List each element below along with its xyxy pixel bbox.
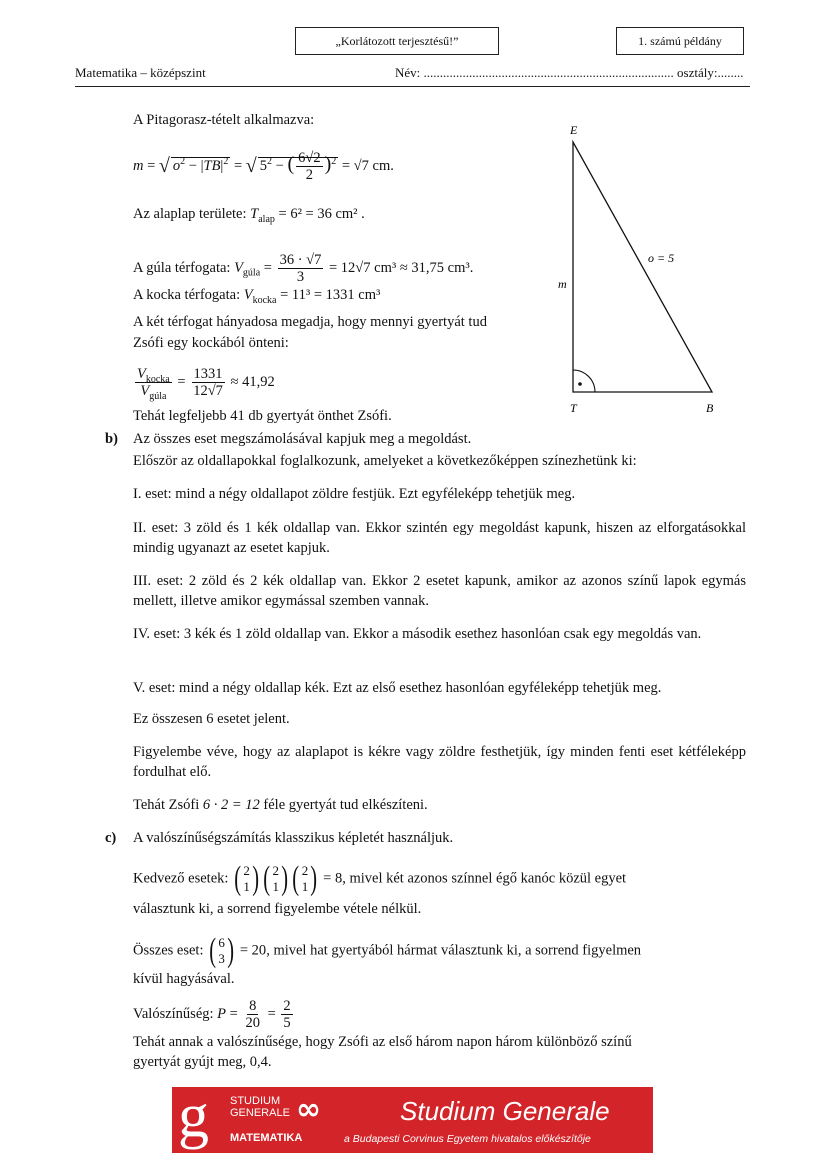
result-prefix: Tehát Zsófi [133,797,200,813]
case-4: IV. eset: 3 kék és 1 zöld oldallap van. Ekkor a második esethez hasonlóan csak egy megoldás van. [133,626,702,642]
case-2: II. eset: 3 zöld és 1 kék oldallap van. Ekkor szintén egy megoldást kapunk, hiszen az elforgatásokkal mindig ugyanazt az esetet kapjuk. [133,520,746,556]
header-rule [75,86,750,87]
case-5: V. eset: mind a négy oldallap kék. Ezt az első esethez hasonlóan egyféleképp tehetjük meg. [133,680,662,696]
pyramid-volume: A gúla térfogata: $V_{gúla}$ = $\frac{36 \cdot √7}{3}$ = 12√7 cm³ ≈ 31,75 cm³. [133,252,474,285]
ratio-text-2: Zsófi egy kockából önteni: [133,335,289,351]
section-b-intro-1: Az összes eset megszámolásával kapjuk meg a megoldást. [133,431,472,447]
pythagoras-intro: A Pitagorasz-tételt alkalmazva: [133,112,315,128]
total-text-2: kívül hagyásával. [133,971,235,987]
ratio-formula: $\frac{V_{kocka}}{V_{gúla}}$ = $\frac{1331}{12√7}$ ≈ 41,92 [137,366,275,402]
pyramid-volume-label: A gúla térfogata: [133,259,231,276]
base-area-label: Az alaplap területe: [133,206,247,222]
brand-name: Studium Generale [400,1096,610,1126]
probability: Valószínűség: P = $\frac{8}{20}$ = $\frac{2}{5}$ [133,998,291,1031]
total-label: Összes eset: [133,942,204,959]
logo-line-1: STUDIUM [230,1095,281,1107]
infinity-icon: ∞ [296,1092,321,1127]
pyramid-volume-result: = 12√7 cm³ ≈ 31,75 cm³. [329,259,474,276]
vertex-e-label: E [570,123,578,137]
right-triangle-figure [540,118,740,423]
triangle-shape [573,142,712,392]
pythagoras-formula: m = √ $o^2 - |\overline{TB}|^2$ = √ $5^2$ − ( $\frac{6√2}{2}$ )$^2$ = √7 cm. [133,150,394,183]
cube-volume-label: A kocka térfogata: [133,287,241,303]
total-result: = 20 [239,942,267,959]
base-note: Figyelembe véve, hogy az alaplapot is kékre vagy zöldre festhetjük, így minden fenti eset kétféleképp fordulhat elő. [133,744,746,780]
section-b-intro-2: Először az oldallapokkal foglalkozunk, amelyeket a következőképpen színezhetünk ki: [133,453,637,469]
total-cases: Összes eset: ( 6 3 ) = 20, mivel hat gyertyából hármat választunk ki, a sorrend figyelmen [133,932,642,969]
section-a-conclusion: Tehát legfeljebb 41 db gyertyát önthet Zsófi. [133,408,392,424]
total-text: , mivel hat gyertyából hármat választunk ki, a sorrend figyelmen [266,942,642,959]
case-total: Ez összesen 6 esetet jelent. [133,711,290,727]
height-m-label: m [558,277,567,291]
right-angle-mark [573,370,595,392]
favorable-cases: Kedvező esetek: ( 2 1 ) ( 2 1 ) ( 2 1 ) = 8, mivel két azonos színnel égő kanóc közül egyet [133,860,627,897]
favorable-result: = 8 [323,870,343,887]
vertex-b-label: B [706,401,714,415]
favorable-text: , mivel két azonos színnel égő kanóc közül egyet [342,870,627,887]
section-c-intro: A valószínűségszámítás klasszikus képletét használjuk. [133,830,454,846]
probability-label: Valószínűség: [133,1005,214,1022]
favorable-text-2: választunk ki, a sorrend figyelembe vétele nélkül. [133,901,422,917]
result-suffix: féle gyertyát tud elkészíteni. [263,797,428,813]
logo-line-2: GENERALE [230,1107,290,1119]
section-c-marker: c) [105,830,117,846]
hypotenuse-o-label: o = 5 [648,251,675,265]
base-area: Az alaplap területe: $T_{alap} = 6^2 = 36$ cm² . [133,206,365,225]
right-angle-dot [578,382,582,386]
vertex-t-label: T [570,401,577,415]
section-b-marker: b) [105,431,118,447]
base-area-formula: = 6² = 36 cm² . [278,206,365,222]
restricted-distribution-label: „Korlátozott terjesztésű!” [295,27,499,55]
result-formula: 6 · 2 = 12 [202,797,260,813]
name-field: Név: ............................................................................. osztály:........ [395,65,744,80]
section-c-conclusion-2: gyertyát gyújt meg, 0,4. [133,1054,272,1070]
logo-line-3: MATEMATIKA [230,1132,303,1144]
cube-volume: A kocka térfogata: $V_{kocka} = 11^3 = 1331$ cm³ [133,287,381,306]
section-c-conclusion-1: Tehát annak a valószínűsége, hogy Zsófi az első három napon három különböző színű [133,1034,632,1050]
logo-g-mark: g [178,1082,209,1150]
subject-label: Matematika – középszint [75,65,206,80]
case-1: I. eset: mind a négy oldallapot zöldre festjük. Ezt egyféleképp tehetjük meg. [133,486,576,502]
copy-number-label: 1. számú példány [616,27,744,55]
section-b-result [133,796,428,814]
ratio-text-1: A két térfogat hányadosa megadja, hogy mennyi gyertyát tud [133,314,487,330]
pythagoras-result: = √7 cm. [341,157,394,174]
studium-generale-banner [172,1082,653,1153]
case-3: III. eset: 2 zöld és 2 kék oldallap van. Ekkor 2 esetet kapunk, amikor az azonos színű lapok egymás mellett, illetve amikor egymással szemben vannak. [133,573,746,609]
cube-volume-formula: = 11³ = 1331 cm³ [280,287,381,303]
brand-tagline: a Budapesti Corvinus Egyetem hivatalos előkészítője [344,1133,591,1145]
ratio-result: ≈ 41,92 [230,373,275,390]
favorable-label: Kedvező esetek: [133,870,229,887]
